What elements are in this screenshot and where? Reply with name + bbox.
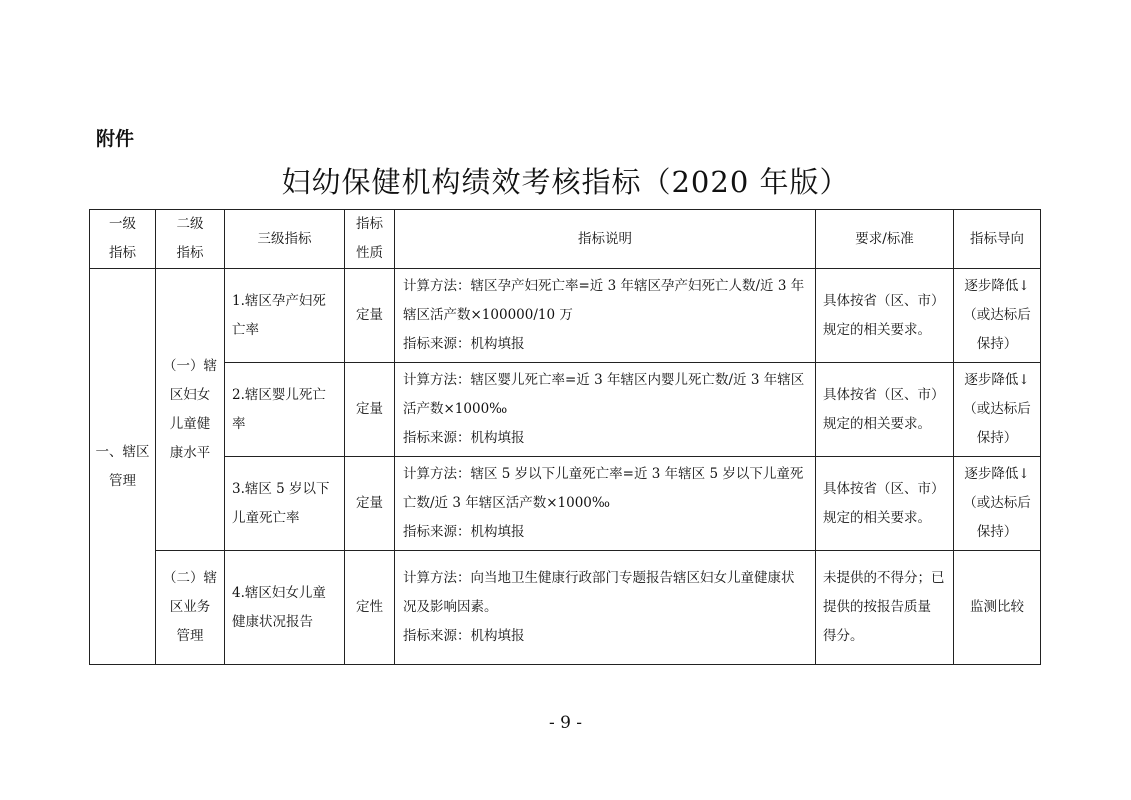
requirement-line: 具体按省（区、市） (823, 480, 945, 497)
description-line: 计算方法：辖区婴儿死亡率=近 3 年辖区内婴儿死亡数/近 3 年辖区 (403, 372, 805, 388)
level3-cell (225, 269, 345, 363)
requirement-line: 未提供的不得分；已 (823, 570, 945, 586)
header-level2-line2: 指标 (176, 245, 204, 261)
level2-cell-group1 (156, 269, 225, 551)
direction-line: 逐步降低↓ (964, 372, 1030, 388)
level2-line: 区妇女 (169, 386, 211, 403)
direction-line: 保持） (976, 430, 1018, 446)
direction-cell (954, 269, 1041, 363)
requirement-line: 提供的按报告质量 (823, 599, 931, 615)
direction-line: 保持） (976, 336, 1018, 352)
table-row (90, 269, 1041, 363)
level3-line: 2.辖区婴儿死亡 (232, 386, 326, 403)
requirement-line: 规定的相关要求。 (823, 321, 931, 338)
level3-line: 亡率 (232, 321, 259, 338)
table-header-row (90, 210, 1041, 269)
header-nature-line2: 性质 (356, 245, 383, 261)
attachment-label: 附件 (96, 128, 135, 150)
direction-cell (954, 363, 1041, 457)
level2-line: 管理 (176, 628, 204, 644)
header-level1-line2: 指标 (109, 245, 136, 261)
direction-line: （或达标后 (963, 401, 1031, 417)
requirement-line: 具体按省（区、市） (823, 292, 945, 309)
level3-line: 4.辖区妇女儿童 (232, 584, 326, 601)
description-line: 亡数/近 3 年辖区活产数×1000‰ (403, 495, 611, 511)
level3-line: 3.辖区 5 岁以下 (232, 480, 330, 497)
level2-line: 儿童健 (169, 415, 211, 432)
level3-line: 率 (232, 415, 246, 432)
description-line: 指标来源：机构填报 (403, 524, 525, 540)
page-number: - 9 - (548, 713, 583, 733)
level3-cell (225, 363, 345, 457)
document-title: 妇幼保健机构绩效考核指标（2020 年版） (281, 165, 850, 199)
header-level2 (156, 210, 225, 269)
level3-line: 健康状况报告 (232, 613, 313, 630)
description-cell (395, 551, 816, 665)
level1-cell (90, 269, 156, 665)
direction-line: （或达标后 (963, 495, 1031, 511)
level2-line: 区业务 (169, 599, 211, 615)
level2-line: 康水平 (169, 444, 211, 461)
level3-cell (225, 551, 345, 665)
description-line: 况及影响因素。 (403, 599, 498, 615)
level3-line: 1.辖区孕产妇死 (232, 292, 326, 309)
direction-cell (954, 551, 1041, 665)
description-line: 计算方法：辖区 5 岁以下儿童死亡率=近 3 年辖区 5 岁以下儿童死 (403, 466, 804, 482)
level1-line: 管理 (109, 472, 136, 489)
table-row (90, 457, 1041, 551)
requirement-cell (816, 551, 954, 665)
table-row (90, 363, 1041, 457)
description-line: 指标来源：机构填报 (403, 628, 525, 644)
description-line: 活产数×1000‰ (403, 401, 508, 417)
level3-cell (225, 457, 345, 551)
header-level3: 三级指标 (225, 210, 345, 269)
direction-line: （或达标后 (963, 307, 1031, 323)
requirement-cell (816, 363, 954, 457)
description-line: 计算方法：向当地卫生健康行政部门专题报告辖区妇女儿童健康状 (403, 570, 795, 586)
header-description: 指标说明 (395, 210, 816, 269)
nature-cell: 定量 (345, 457, 395, 551)
description-cell (395, 269, 816, 363)
header-direction: 指标导向 (954, 210, 1041, 269)
description-cell (395, 363, 816, 457)
direction-line: 逐步降低↓ (964, 466, 1030, 482)
requirement-line: 规定的相关要求。 (823, 509, 931, 526)
direction-line: 保持） (976, 524, 1018, 540)
indicator-table (89, 209, 1041, 665)
description-cell (395, 457, 816, 551)
header-level1-line1: 一级 (109, 216, 136, 232)
requirement-line: 规定的相关要求。 (823, 415, 931, 432)
header-requirement: 要求/标准 (816, 210, 954, 269)
direction-cell (954, 457, 1041, 551)
description-line: 指标来源：机构填报 (403, 336, 525, 352)
level2-line: （二）辖 (163, 570, 217, 586)
header-nature-line1: 指标 (356, 216, 383, 232)
level2-line: （一）辖 (163, 357, 217, 374)
requirement-cell (816, 269, 954, 363)
requirement-line: 得分。 (823, 628, 864, 644)
header-level2-line1: 二级 (176, 216, 204, 232)
direction-line: 逐步降低↓ (964, 278, 1030, 294)
header-level1 (90, 210, 156, 269)
description-line: 指标来源：机构填报 (403, 430, 525, 446)
nature-cell: 定性 (345, 551, 395, 665)
direction-line: 监测比较 (970, 599, 1024, 615)
description-line: 辖区活产数×100000/10 万 (403, 307, 573, 323)
level3-line: 儿童死亡率 (232, 509, 300, 526)
level1-line: 一、辖区 (95, 443, 150, 460)
nature-cell: 定量 (345, 363, 395, 457)
description-line: 计算方法：辖区孕产妇死亡率=近 3 年辖区孕产妇死亡人数/近 3 年 (403, 278, 805, 294)
nature-cell: 定量 (345, 269, 395, 363)
header-nature (345, 210, 395, 269)
requirement-cell (816, 457, 954, 551)
level2-cell-group2 (156, 551, 225, 665)
table-row (90, 551, 1041, 665)
requirement-line: 具体按省（区、市） (823, 386, 945, 403)
